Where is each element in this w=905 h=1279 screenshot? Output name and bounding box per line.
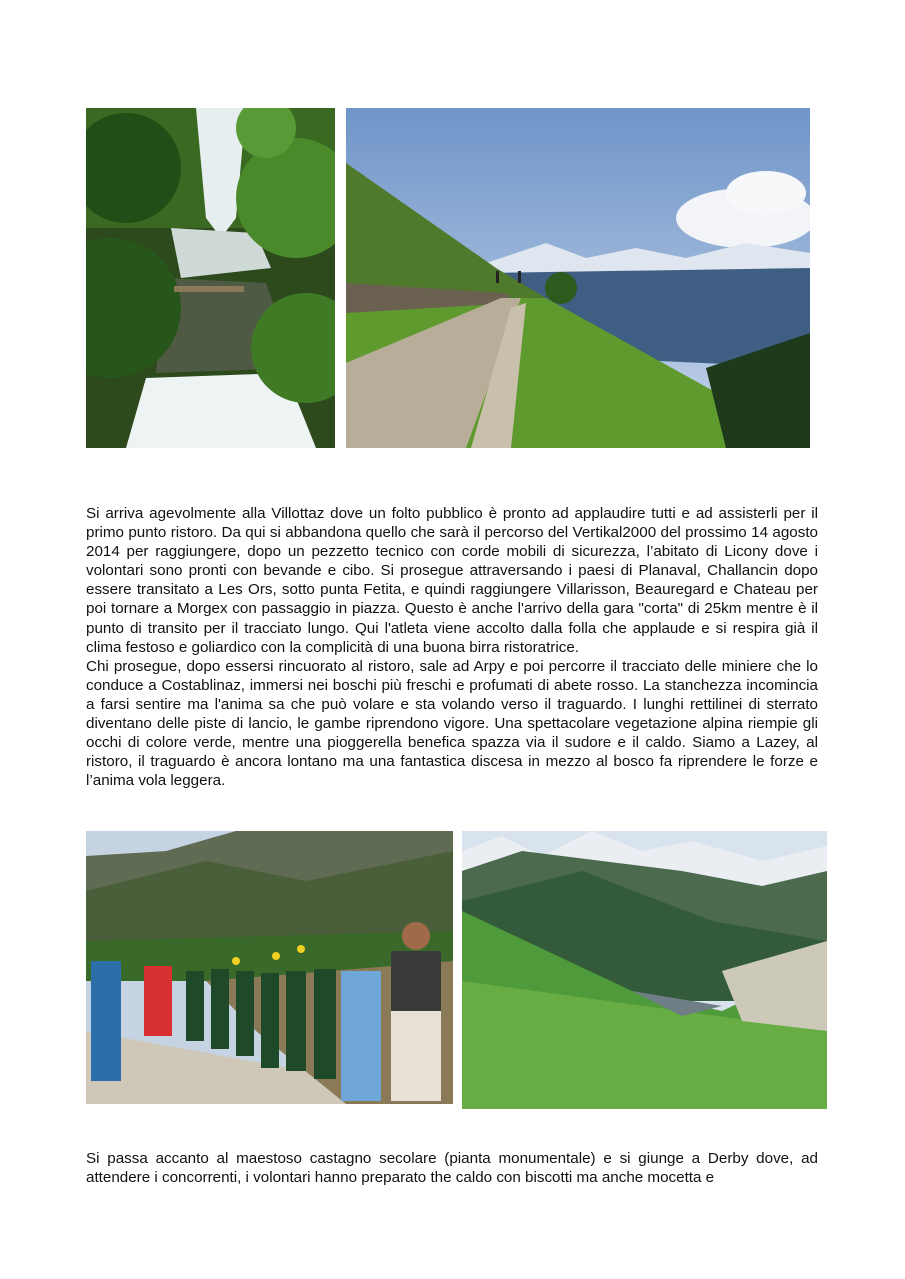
paragraph-derby: Si passa accanto al maestoso castagno secolare (pianta monumentale) e si giunge a Derby dove, ad attendere i concorrenti, i volontari hanno preparato the caldo con biscotti ma anche mocetta e	[86, 1150, 818, 1187]
trail-photo	[346, 108, 810, 448]
body-text-upper	[86, 504, 818, 790]
paragraph-villottaz: Si arriva agevolmente alla Villottaz dove un folto pubblico è pronto ad applaudire tutti e ad assisterli per il primo punto ristoro. Da qui si abbandona quello che sarà il percorso del Vertikal2000 del prossimo 14 agosto 2014 per raggiungere, dopo un pezzetto tecnico con corde mobili di sicurezza, l’abitato di Licony dove i volontari sono pronti con bevande e cibo. Si prosegue attraversando i paesi di Planaval, Challancin dopo essere transitato a Les Ors, sotto punta Fetita, e quindi raggiungere Villarisson, Beauregard e Chateau per poi tornare a Morgex con passaggio in piazza. Questo è anche l'arrivo della gara "corta" di 25km mentre è il punto di transito per il tracciato lungo. Qui l'atleta viene accolto dalla folla che applaude e si respira già il clima festoso e goliardico con la complicità di una buona birra ristoratrice.	[86, 505, 818, 656]
paragraph-arpy: Chi prosegue, dopo essersi rincuorato al ristoro, sale ad Arpy e poi percorre il tracciato delle miniere che lo conduce a Costablinaz, immersi nei boschi più freschi e profumati di abete rosso. La stanchezza incomincia a farsi sentire ma l'anima sa che può volare e sta volando verso il traguardo. I lunghi rettilinei di sterrato diventano delle piste di lancio, le gambe riprendono vigore. Una spettacolare vegetazione alpina riempie gli occhi di colore verde, mentre una pioggerella benefica spazza via il sudore e il caldo. Siamo a Lazey, al ristoro, il traguardo è ancora lontano ma una fantastica discesa in mezzo al bosco fa riprendere le forze e l’anima vola leggera.	[86, 657, 818, 790]
waterfall-photo	[86, 108, 335, 448]
group-photo	[86, 831, 453, 1104]
valley-photo	[462, 831, 827, 1109]
body-text-lower	[86, 1149, 818, 1187]
